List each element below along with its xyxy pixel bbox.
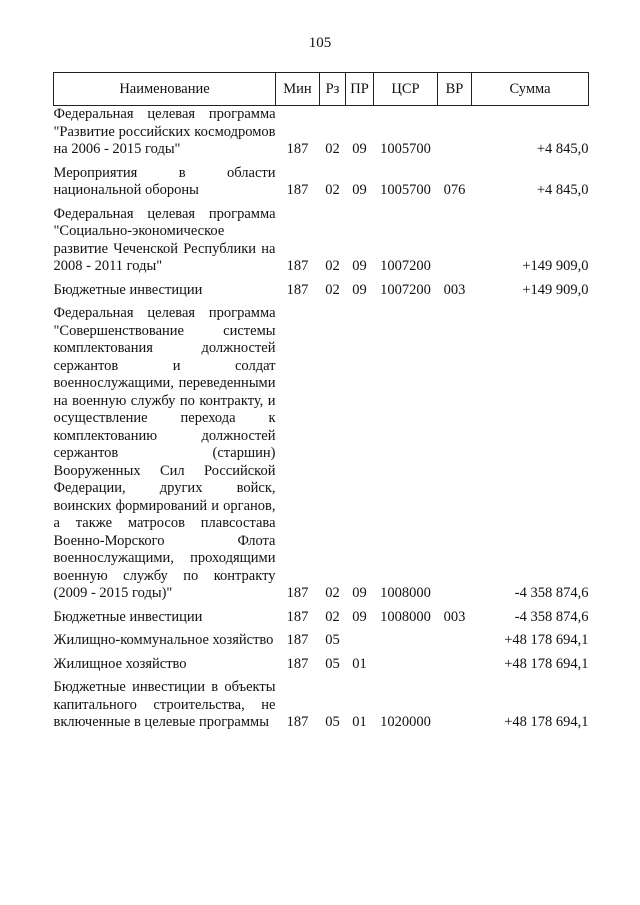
cell-min: 187 [286,585,309,601]
cell-sum: +48 178 694,1 [504,632,589,648]
cell-sum: -4 358 874,6 [514,585,589,601]
cell-csr: 1008000 [380,608,431,625]
cell-name: Бюджетные инвестиции в объекты капитального строительства, не включенные в целевые программы [53,679,276,730]
cell-rz: 02 [325,281,340,298]
cell-sum: +48 178 694,1 [504,714,589,730]
cell-min: 187 [286,608,309,625]
cell-pr [346,632,374,650]
cell-vr: 003 [443,281,466,298]
cell-name: Федеральная целевая программа "Развитие российских космодромов на 2006 - 2015 годы" [53,106,276,157]
cell-rz: 02 [325,608,340,625]
cell-name: Жилищно-коммунальное хозяйство [53,632,274,648]
cell-vr [438,632,472,650]
table-row [54,632,589,650]
header-sum: Сумма [472,73,589,106]
cell-rz: 02 [325,585,340,601]
table-row [54,282,589,300]
cell-min: 187 [286,141,309,157]
header-name: Наименование [54,73,276,106]
cell-name: Мероприятия в области национальной обороны [53,164,276,198]
cell-csr: 1005700 [380,141,431,157]
cell-csr: 1008000 [380,585,431,601]
cell-csr: 1020000 [380,714,431,730]
cell-sum: +149 909,0 [522,281,589,298]
cell-sum: +4 845,0 [536,182,589,198]
cell-name: Бюджетные инвестиции [53,281,203,298]
cell-vr [438,679,472,732]
cell-pr: 01 [352,655,367,672]
cell-csr: 1005700 [380,182,431,198]
cell-csr: 1007200 [380,258,431,274]
cell-vr [438,206,472,276]
cell-rz: 02 [325,141,340,157]
cell-min: 187 [286,281,309,298]
table-row [54,305,589,603]
cell-csr: 1007200 [380,281,431,298]
header-rz: Рз [320,73,346,106]
cell-sum: -4 358 874,6 [514,608,589,625]
table-row [54,609,589,627]
page-number: 105 [308,35,332,51]
cell-vr: 076 [443,182,466,198]
cell-min: 187 [286,655,309,672]
cell-rz: 02 [325,182,340,198]
cell-sum: +48 178 694,1 [504,655,589,672]
table-header-row [54,73,589,106]
cell-name: Федеральная целевая программа "Совершенствование системы комплектования должностей сержантов и солдат военнослужащими, переведенными на военную службу по контракту, и осуществление перехода к комплектованию должностей сержантов (старшин) Вооруженных Сил Российской Федерации, других войск, воинских формирований и органов, а также матросов плавсостава Военно-Морского Флота военнослужащими, проходящими военную службу по контракту (2009 - 2015 годы)" [53,305,276,601]
table-row [54,679,589,732]
header-csr: ЦСР [374,73,438,106]
cell-min: 187 [286,632,309,648]
cell-pr: 09 [352,258,367,274]
cell-pr: 09 [352,585,367,601]
cell-rz: 05 [325,632,340,648]
table-row [54,206,589,276]
table-row [54,165,589,200]
cell-csr [374,632,438,650]
cell-sum: +4 845,0 [536,141,589,157]
cell-min: 187 [286,714,309,730]
table-body [54,106,589,732]
cell-rz: 05 [325,714,340,730]
table-row [54,106,589,159]
budget-table [53,72,589,732]
header-min: Мин [276,73,320,106]
cell-vr [438,656,472,674]
cell-pr: 09 [352,141,367,157]
cell-pr: 01 [352,714,367,730]
cell-name: Жилищное хозяйство [53,655,187,672]
cell-pr: 09 [352,281,367,298]
cell-sum: +149 909,0 [522,258,589,274]
cell-min: 187 [286,258,309,274]
header-pr: ПР [346,73,374,106]
cell-min: 187 [286,182,309,198]
cell-vr [438,305,472,603]
cell-name: Федеральная целевая программа "Социально-экономическое развитие Чеченской Республики на 2008 - 2011 годы" [53,205,276,274]
cell-csr [374,656,438,674]
cell-pr: 09 [352,182,367,198]
cell-vr: 003 [443,608,466,625]
cell-pr: 09 [352,608,367,625]
cell-rz: 02 [325,258,340,274]
cell-name: Бюджетные инвестиции [53,608,203,625]
header-vr: ВР [438,73,472,106]
cell-rz: 05 [325,655,340,672]
cell-vr [438,106,472,159]
table-row [54,656,589,674]
